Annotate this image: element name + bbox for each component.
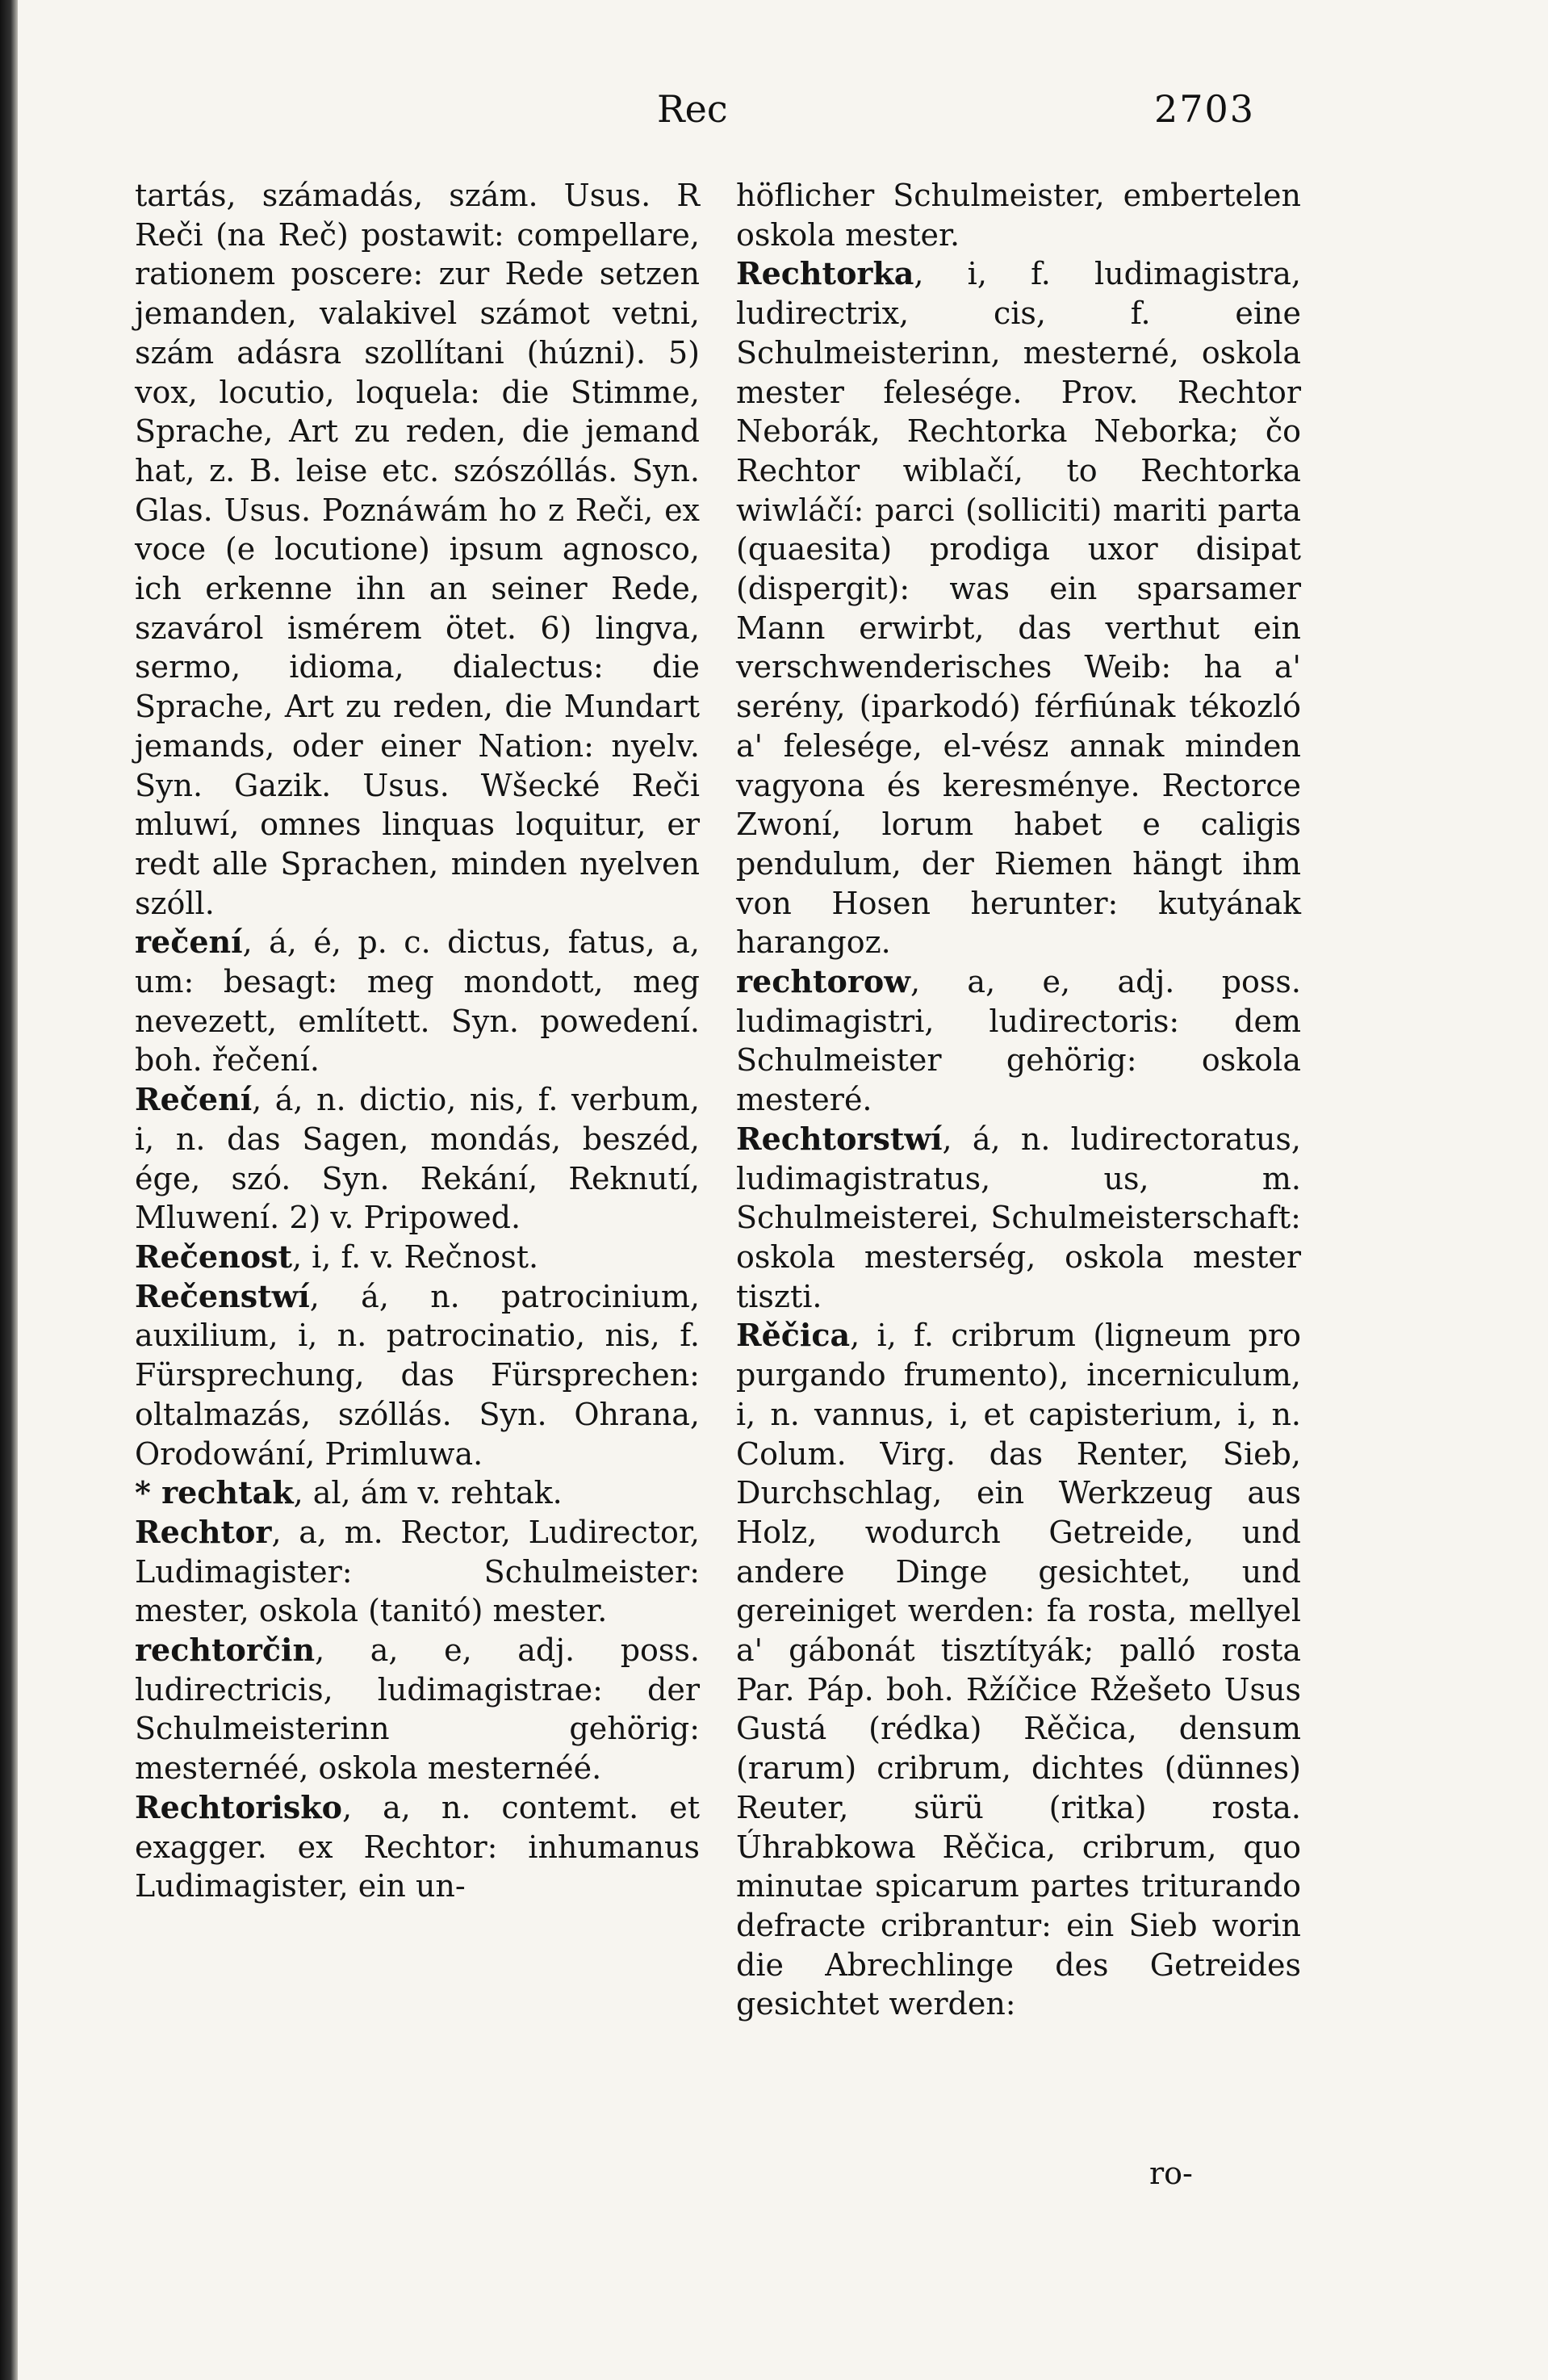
entry-text: , á, n. patrocinium, auxilium, i, n. patrocinatio, nis, f. Fürsprechung, das Fürsprechen: oltalmazás, szóllás. Syn. Ohrana, Orodowání, Primluwa. <box>135 1278 700 1472</box>
dictionary-entry <box>135 1473 700 1513</box>
entry-text: , á, é, p. c. dictus, fatus, a, um: besagt: meg mondott, meg nevezett, említett. Syn. powedení. boh. řečení. <box>135 924 700 1079</box>
entry-headword: * rechtak <box>135 1474 294 1511</box>
dictionary-entry <box>736 176 1301 254</box>
running-head <box>18 87 1548 144</box>
page-binding-edge <box>0 0 18 2380</box>
entry-text: , a, n. contemt. et exagger. ex Rechtor: inhumanus Ludimagister, ein un- <box>135 1789 700 1904</box>
header-catchword: Rec <box>657 87 728 131</box>
dictionary-entry <box>736 1120 1301 1317</box>
dictionary-entry <box>736 962 1301 1120</box>
entry-headword: Rečení <box>135 1081 253 1118</box>
entry-headword: Rechtorstwí <box>736 1120 943 1157</box>
entry-headword: Rěčica <box>736 1317 851 1354</box>
entry-text: , a, e, adj. poss. ludimagistri, ludirectoris: dem Schulmeister gehörig: oskola mesteré. <box>736 964 1301 1118</box>
entry-text: , i, f. cribrum (ligneum pro purgando frumento), incerniculum, i, n. vannus, i, et capisterium, i, n. Colum. Virg. das Renter, Sieb, Durchschlag, ein Werkzeug aus Holz, wodurch Getreide, und andere Dinge gesichtet, und gereiniget werden: fa rosta, mellyel a' gábonát tisztítyák; palló rosta Par. Páp. boh. Ržíčice Ržešeto Usus Gustá (rédka) Rěčica, densum (rarum) cribrum, dichtes (dünnes) Reuter, sürü (ritka) rosta. Úhrabkowa Rěčica, cribrum, quo minutae spicarum partes triturando defracte cribrantur: ein Sieb worin die Abrechlinge des Getreides gesichtet werden: <box>736 1318 1301 2022</box>
entry-headword: Rechtor <box>135 1513 272 1550</box>
entry-text: höflicher Schulmeister, embertelen oskola mester. <box>736 178 1301 253</box>
entry-text: , al, ám v. rehtak. <box>293 1475 563 1511</box>
entry-headword: Rečenost <box>135 1238 292 1275</box>
dictionary-entry <box>135 1238 700 1277</box>
entry-headword: rechtorčin <box>135 1632 316 1669</box>
entry-text: , i, f. ludimagistra, ludirectrix, cis, f. eine Schulmeisterinn, mesterné, oskola mester felesége. Prov. Rechtor Neborák, Rechtorka Neborka; čo Rechtor wiblačí, to Rechtorka wiwláčí: parci (solliciti) mariti parta (quaesita) prodiga uxor disipat (dispergit): was ein sparsamer Mann erwirbt, das verthut ein verschwenderisches Weib: ha a' serény, (iparkodó) férfiúnak tékozló a' felesége, el-vész annak minden vagyona és keresménye. Rectorce Zwoní, lorum habet e caligis pendulum, der Riemen hängt ihm von Hosen herunter: kutyának harangoz. <box>736 256 1301 961</box>
entry-headword: Rechtorka <box>736 255 914 292</box>
dictionary-entry <box>135 1513 700 1631</box>
dictionary-entry <box>736 254 1301 962</box>
dictionary-entry <box>135 1631 700 1788</box>
entry-text: , á, n. ludirectoratus, ludimagistratus, us, m. Schulmeisterei, Schulmeisterschaft: oskola mesterség, oskola mester tiszti. <box>736 1121 1301 1314</box>
left-column <box>135 176 700 1906</box>
entry-headword: rečení <box>135 924 243 961</box>
entry-headword: Rechtorisko <box>135 1788 342 1825</box>
dictionary-entry <box>135 176 700 923</box>
entry-headword: rechtorow <box>736 963 910 1000</box>
dictionary-entry <box>135 1277 700 1474</box>
entry-headword: Rečenstwí <box>135 1277 310 1314</box>
entry-text: , i, f. v. Rečnost. <box>292 1238 539 1275</box>
entry-text: , a, e, adj. poss. ludirectricis, ludimagistrae: der Schulmeisterinn gehörig: mesternéé, oskola mesternéé. <box>135 1632 700 1787</box>
dictionary-entry <box>736 1316 1301 2024</box>
footer-catchword: ro- <box>1149 2156 1193 2191</box>
right-column <box>736 176 1301 2024</box>
dictionary-entry <box>135 1788 700 1906</box>
entry-text: , a, m. Rector, Ludirector, Ludimagister: Schulmeister: mester, oskola (tanitó) mester. <box>135 1514 700 1629</box>
page-number: 2703 <box>1154 87 1256 131</box>
dictionary-page <box>18 0 1548 2380</box>
entry-text: , á, n. dictio, nis, f. verbum, i, n. das Sagen, mondás, beszéd, ége, szó. Syn. Rekání, Reknutí, Mluwení. 2) v. Pripowed. <box>135 1082 700 1236</box>
entry-text: tartás, számadás, szám. Usus. R Reči (na Reč) postawit: compellare, rationem poscere: zur Rede setzen jemanden, valakivel számot vetni, szám adásra szollítani (húzni). 5) vox, locutio, loquela: die Stimme, Sprache, Art zu reden, die jemand hat, z. B. leise etc. szószóllás. Syn. Glas. Usus. Poznáwám ho z Reči, ex voce (e locutione) ipsum agnosco, ich erkenne ihn an seiner Rede, szavárol ismérem ötet. 6) lingva, sermo, idioma, dialectus: die Sprache, Art zu reden, die Mundart jemands, oder einer Nation: nyelv. Syn. Gazik. Usus. Wšecké Reči mluwí, omnes linquas loquitur, er redt alle Sprachen, minden nyelven szóll. <box>135 178 700 921</box>
dictionary-entry <box>135 923 700 1080</box>
dictionary-entry <box>135 1080 700 1238</box>
